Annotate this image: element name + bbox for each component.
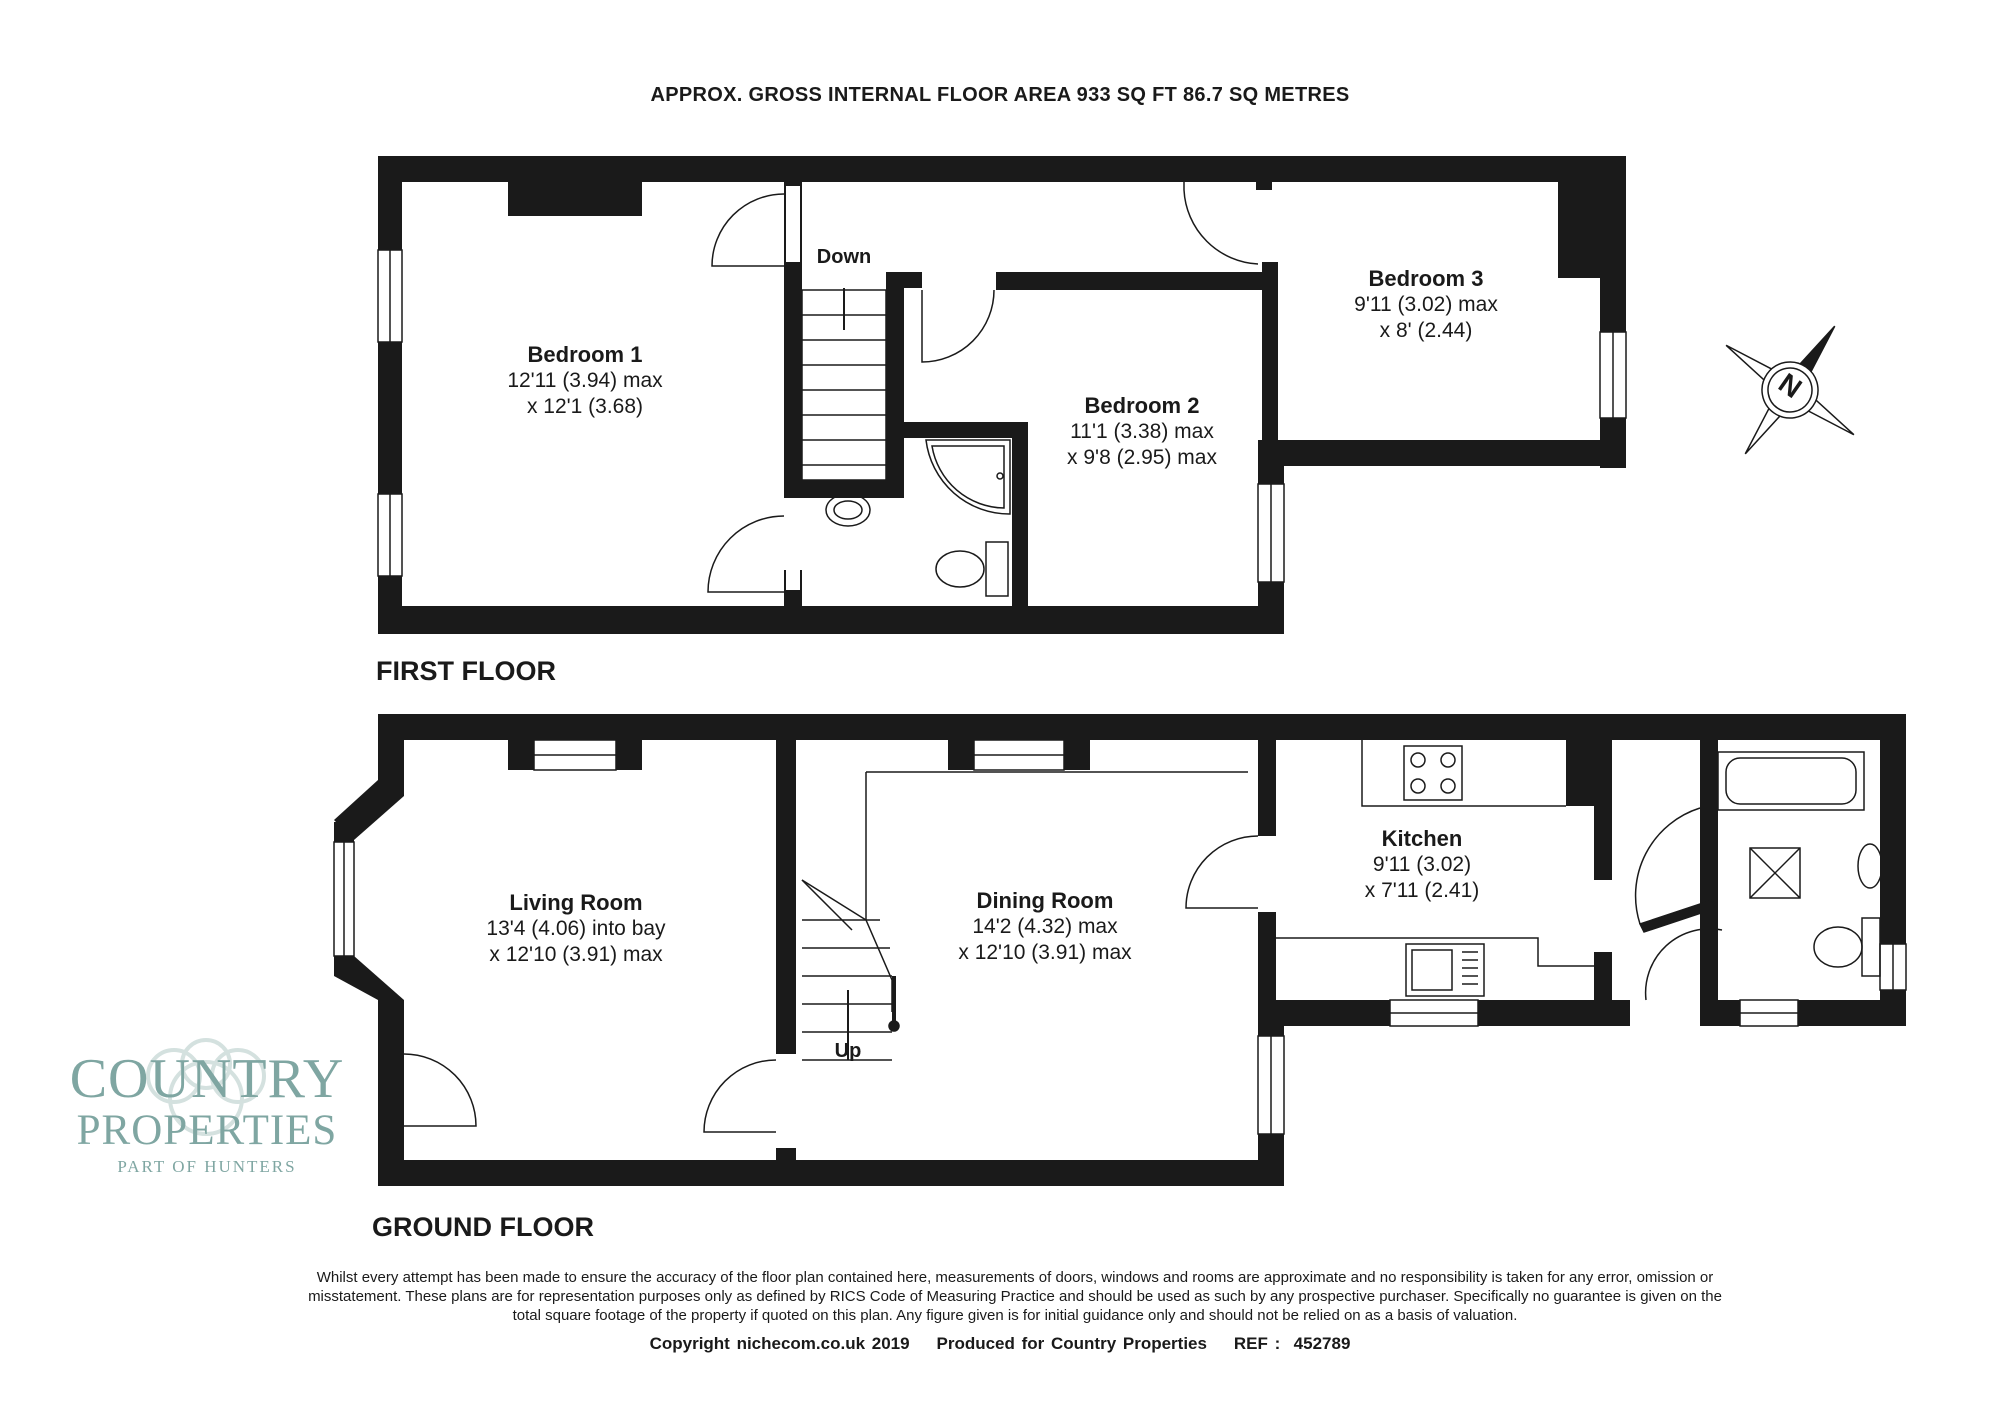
room-living-room: [486, 890, 665, 968]
ground-floor-label: GROUND FLOOR: [372, 1212, 594, 1242]
room-dimension: 12'11 (3.94) max: [507, 369, 663, 392]
room-dimension: x 12'1 (3.68): [526, 395, 644, 418]
room-dimension: x 8' (2.44): [1379, 319, 1473, 342]
country-properties-logo: [62, 1050, 352, 1180]
logo-line-3: PART OF HUNTERS: [117, 1157, 297, 1176]
compass-north-label: N: [1773, 367, 1808, 405]
room-dimension: 9'11 (3.02) max: [1354, 293, 1498, 316]
first-floor-label: FIRST FLOOR: [376, 656, 556, 686]
room-kitchen: [1365, 826, 1480, 904]
room-name: Bedroom 2: [1084, 393, 1200, 418]
logo-line-1: COUNTRY: [69, 1048, 345, 1110]
room-name: Bedroom 3: [1368, 266, 1484, 291]
room-dining-room: [958, 888, 1131, 966]
room-dimension: 13'4 (4.06) into bay: [486, 917, 666, 940]
stairs-down-label: Down: [816, 246, 872, 268]
room-bedroom-3: [1354, 266, 1498, 344]
logo-line-2: PROPERTIES: [76, 1107, 338, 1154]
stairs-up-label: Up: [834, 1040, 862, 1062]
room-dimension: x 7'11 (2.41): [1364, 879, 1480, 902]
room-dimension: 11'1 (3.38) max: [1070, 420, 1214, 443]
room-bedroom-2: [1067, 393, 1217, 471]
room-name: Bedroom 1: [527, 342, 643, 367]
room-name: Kitchen: [1381, 826, 1463, 851]
disclaimer-text: Whilst every attempt has been made to ensure the accuracy of the floor plan contained here, measurements of doors, windows and rooms are approximate and no responsibility is taken for any error, omission or misstatement. These plans are for representation purposes only as defined by RICS Code of Measuring Practice and should be used as such by any prospective purchaser. Specifically no guarantee is given on the total square footage of the property if quoted on this plan. Any figure given is for initial guidance only and should not be relied on as a basis of valuation.: [308, 1269, 1722, 1324]
room-bedroom-1: [507, 342, 662, 420]
floor-area-title: APPROX. GROSS INTERNAL FLOOR AREA 933 SQ FT 86.7 SQ METRES: [650, 84, 1350, 106]
room-dimension: 9'11 (3.02): [1372, 853, 1472, 876]
copyright-line: Copyright nichecom.co.uk 2019 Produced for Country Properties REF : 452789: [649, 1334, 1351, 1353]
room-dimension: x 12'10 (3.91) max: [958, 941, 1132, 964]
room-name: Living Room: [509, 890, 643, 915]
room-dimension: x 12'10 (3.91) max: [489, 943, 663, 966]
room-name: Dining Room: [976, 888, 1114, 913]
room-dimension: x 9'8 (2.95) max: [1067, 446, 1217, 469]
room-dimension: 14'2 (4.32) max: [972, 915, 1118, 938]
